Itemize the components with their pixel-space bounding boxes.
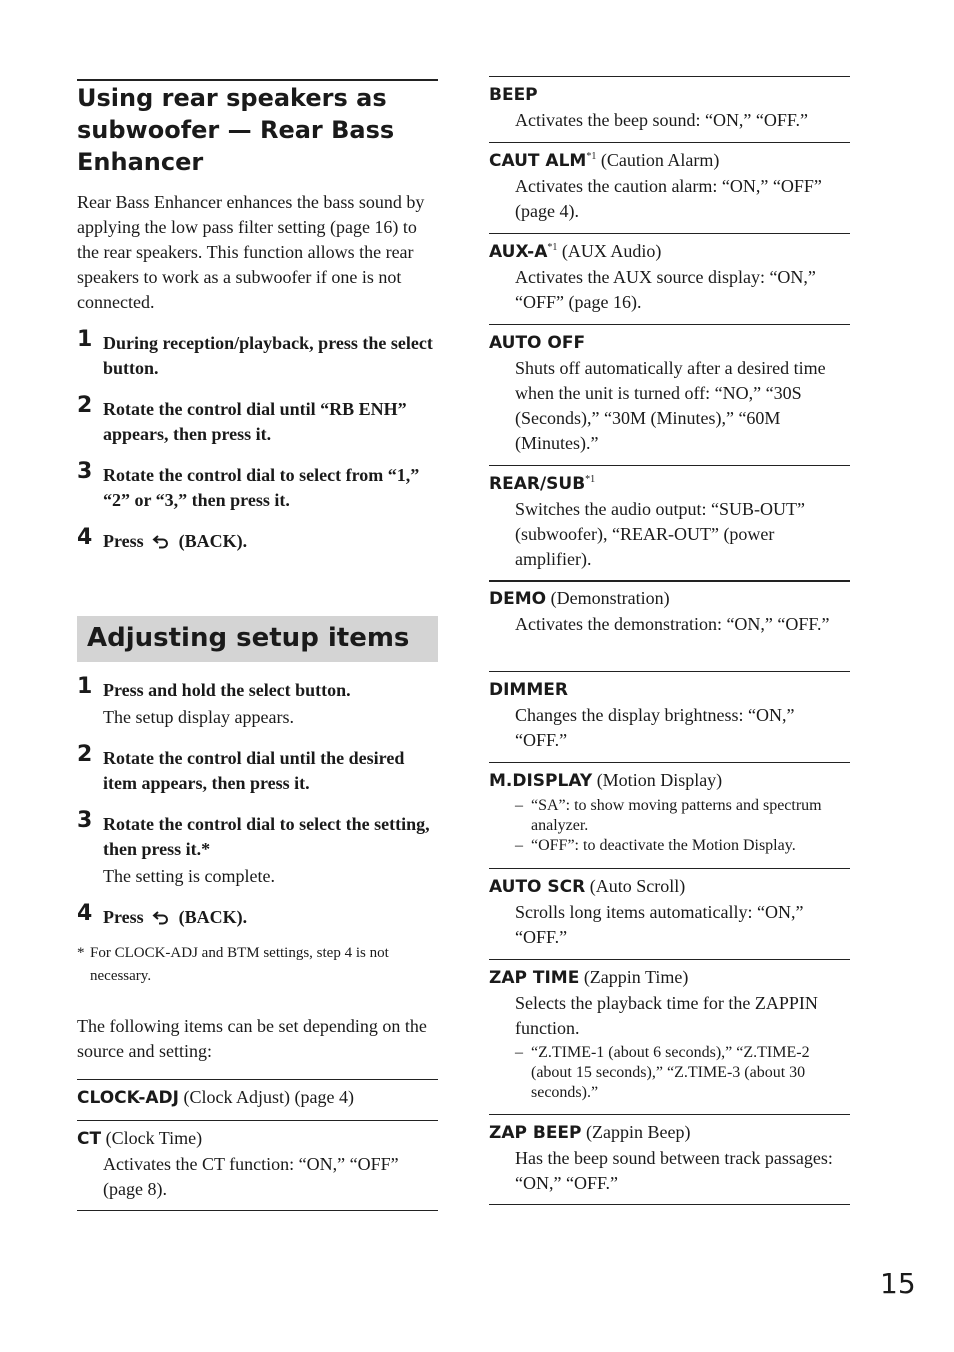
item-option: – “SA”: to show moving patterns and spectrum analyzer. bbox=[515, 797, 822, 834]
item-name: M.DISPLAY bbox=[489, 771, 593, 791]
step-text: Press and hold the select button. bbox=[103, 680, 351, 700]
footnote-text: For CLOCK-ADJ and BTM settings, step 4 is not necessary. bbox=[90, 945, 389, 984]
step-text-after: (BACK). bbox=[178, 531, 248, 551]
setup-step-4 bbox=[77, 901, 438, 930]
page-number: 15 bbox=[880, 1267, 916, 1300]
step-number: 1 bbox=[77, 327, 93, 352]
setup-item-ct bbox=[77, 1126, 438, 1202]
section-title-setup: Adjusting setup items bbox=[87, 623, 410, 653]
item-rule bbox=[489, 762, 850, 763]
setup-item-rear-sub bbox=[489, 471, 850, 572]
step-number: 2 bbox=[77, 393, 93, 418]
item-desc: Activates the AUX source display: “ON,” “OFF” (page 16). bbox=[515, 267, 816, 312]
setup-step-1 bbox=[77, 674, 438, 730]
step-number: 2 bbox=[77, 742, 93, 767]
setup-item-demo bbox=[489, 586, 850, 637]
section-intro: Rear Bass Enhancer enhances the bass sound by applying the low pass filter setting (page 16) to the rear speakers. This function allows the rear speakers to work as a subwoofer if one is not connected. bbox=[77, 192, 425, 312]
item-name: CLOCK-ADJ bbox=[77, 1088, 179, 1108]
item-option-list bbox=[515, 796, 850, 856]
item-desc: Activates the caution alarm: “ON,” “OFF” (page 4). bbox=[515, 176, 822, 221]
item-rule bbox=[489, 1204, 850, 1205]
item-name: REAR/SUB bbox=[489, 474, 586, 494]
item-rule bbox=[489, 142, 850, 143]
rb-step-3 bbox=[77, 459, 438, 513]
step-text-before: Press bbox=[103, 531, 144, 551]
item-desc: Has the beep sound between track passages: “ON,” “OFF.” bbox=[515, 1148, 833, 1193]
setup-item-dimmer bbox=[489, 677, 850, 753]
item-rule bbox=[489, 465, 850, 466]
setup-item-m-display bbox=[489, 768, 850, 856]
setup-item-auto-off bbox=[489, 330, 850, 456]
item-rule bbox=[77, 1120, 438, 1121]
item-desc: Activates the CT function: “ON,” “OFF” (page 8). bbox=[103, 1154, 399, 1199]
item-desc: Selects the playback time for the ZAPPIN function. bbox=[515, 993, 818, 1038]
step-result: The setup display appears. bbox=[103, 707, 294, 727]
item-paren: (Motion Display) bbox=[596, 770, 723, 790]
item-rule bbox=[489, 868, 850, 869]
item-rule bbox=[77, 1079, 438, 1080]
setup-step-3 bbox=[77, 808, 438, 889]
item-name: AUTO OFF bbox=[489, 333, 586, 353]
setup-item-aux-a bbox=[489, 239, 850, 315]
item-rule bbox=[489, 233, 850, 234]
step-result: The setting is complete. bbox=[103, 866, 275, 886]
item-desc: Switches the audio output: “SUB-OUT” (subwoofer), “REAR-OUT” (power amplifier). bbox=[515, 499, 805, 569]
setup-item-auto-scr bbox=[489, 874, 850, 950]
item-rule bbox=[489, 1114, 850, 1115]
step-number: 4 bbox=[77, 525, 93, 550]
setup-step-2 bbox=[77, 742, 438, 796]
footnote-mark: * bbox=[77, 945, 85, 961]
step-text: Rotate the control dial until the desired item appears, then press it. bbox=[103, 748, 405, 793]
setup-item-zap-time bbox=[489, 965, 850, 1103]
item-option-list bbox=[515, 1043, 850, 1103]
item-name: ZAP BEEP bbox=[489, 1123, 582, 1143]
step-text bbox=[103, 905, 438, 930]
section-top-rule bbox=[77, 79, 438, 81]
step-number: 4 bbox=[77, 901, 93, 926]
item-paren: (Demonstration) bbox=[550, 588, 670, 608]
list-dash: – bbox=[515, 837, 523, 854]
step-number: 3 bbox=[77, 808, 93, 833]
item-name: CAUT ALM bbox=[489, 151, 587, 171]
setup-item-zap-beep bbox=[489, 1120, 850, 1196]
item-name: DEMO bbox=[489, 589, 547, 609]
item-rule bbox=[489, 76, 850, 77]
item-option: – “OFF”: to deactivate the Motion Display. bbox=[515, 837, 796, 854]
step-text-before: Press bbox=[103, 907, 144, 927]
item-option: – “Z.TIME-1 (about 6 seconds),” “Z.TIME-2 (about 15 seconds),” “Z.TIME-3 (about 30 seconds).” bbox=[515, 1044, 810, 1101]
list-dash: – bbox=[515, 1044, 523, 1061]
step-text bbox=[103, 529, 438, 554]
following-items-text: The following items can be set depending on the source and setting: bbox=[77, 1016, 427, 1061]
section-title-rear-bass: Using rear speakers as subwoofer — Rear Bass Enhancer bbox=[77, 84, 395, 176]
step-text: Rotate the control dial to select the setting, then press it.* bbox=[103, 814, 430, 859]
setup-item-caut-alm bbox=[489, 148, 850, 224]
rb-step-2 bbox=[77, 393, 438, 447]
item-name: AUTO SCR bbox=[489, 877, 586, 897]
item-name: AUX-A bbox=[489, 242, 548, 262]
step-number: 3 bbox=[77, 459, 93, 484]
setup-item-clock-adj bbox=[77, 1085, 438, 1111]
step-number: 1 bbox=[77, 674, 93, 699]
step-text: Rotate the control dial to select from “1,” “2” or “3,” then press it. bbox=[103, 465, 420, 510]
back-icon bbox=[152, 910, 170, 925]
section-banner bbox=[77, 616, 438, 662]
item-paren: (Zappin Beep) bbox=[586, 1122, 691, 1142]
item-paren: (AUX Audio) bbox=[561, 241, 662, 261]
item-note-ref: *1 bbox=[547, 242, 558, 253]
rb-step-4 bbox=[77, 525, 438, 554]
step-text: During reception/playback, press the select button. bbox=[103, 333, 433, 378]
footnote bbox=[77, 942, 438, 988]
item-desc: Changes the display brightness: “ON,” “OFF.” bbox=[515, 705, 795, 750]
item-note-ref: *1 bbox=[585, 474, 596, 485]
item-desc: Activates the beep sound: “ON,” “OFF.” bbox=[515, 110, 808, 130]
item-paren: (Caution Alarm) bbox=[600, 150, 720, 170]
item-note-ref: *1 bbox=[586, 151, 597, 162]
item-desc: Shuts off automatically after a desired time when the unit is turned off: “NO,” “30S (Seconds),” “30M (Minutes),” “60M (Minutes).” bbox=[515, 358, 826, 453]
item-name: ZAP TIME bbox=[489, 968, 580, 988]
item-name: CT bbox=[77, 1129, 102, 1149]
back-icon bbox=[152, 534, 170, 549]
setup-item-beep bbox=[489, 82, 850, 133]
item-rule bbox=[77, 1210, 438, 1211]
item-rule bbox=[489, 959, 850, 960]
item-paren: (Clock Time) bbox=[105, 1128, 203, 1148]
item-paren: (Auto Scroll) bbox=[589, 876, 686, 896]
step-text-after: (BACK). bbox=[178, 907, 248, 927]
step-text: Rotate the control dial until “RB ENH” appears, then press it. bbox=[103, 399, 407, 444]
item-name: DIMMER bbox=[489, 680, 568, 700]
item-paren: (Clock Adjust) (page 4) bbox=[183, 1087, 354, 1107]
rb-step-1 bbox=[77, 327, 438, 381]
item-rule bbox=[489, 671, 850, 672]
item-desc: Scrolls long items automatically: “ON,” “OFF.” bbox=[515, 902, 804, 947]
item-paren: (Zappin Time) bbox=[583, 967, 689, 987]
item-rule bbox=[489, 580, 850, 582]
list-dash: – bbox=[515, 797, 523, 814]
item-desc: Activates the demonstration: “ON,” “OFF.” bbox=[515, 614, 830, 634]
item-name: BEEP bbox=[489, 85, 538, 105]
item-rule bbox=[489, 324, 850, 325]
